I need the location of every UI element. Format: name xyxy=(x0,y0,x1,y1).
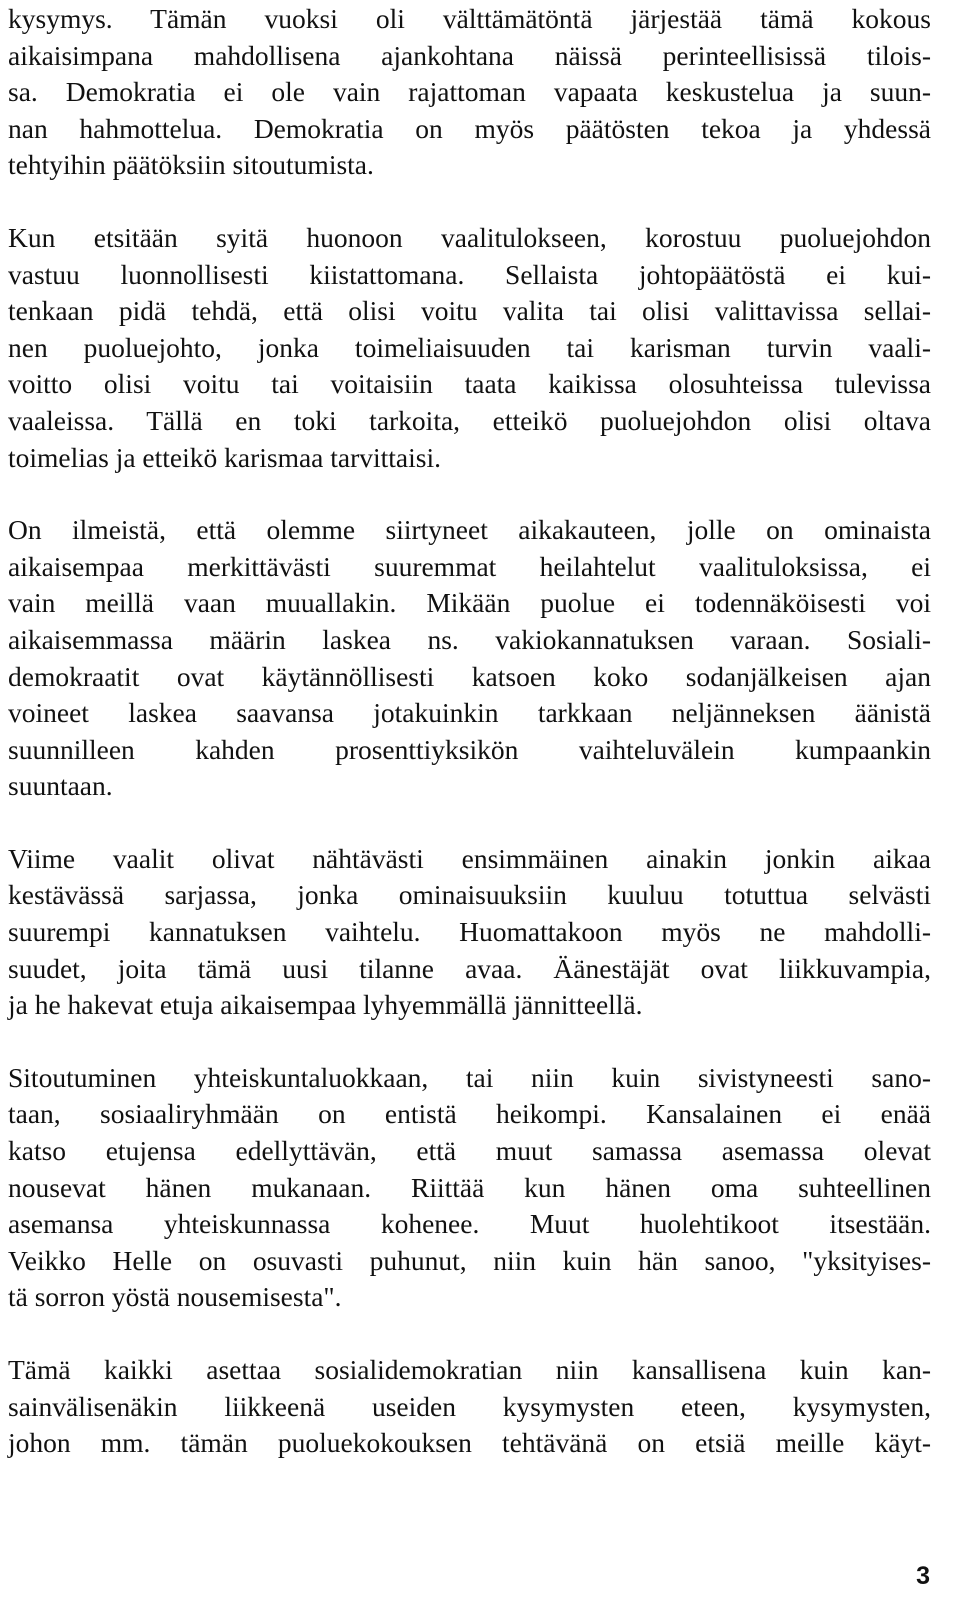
text-line: johon mm. tämän puoluekokouksen tehtävänä on etsiä meille käyt- xyxy=(8,1427,931,1459)
text-line: demokraatit ovat käytännöllisesti katsoen koko sodanjälkeisen ajan xyxy=(8,660,931,692)
paragraph-democracy xyxy=(8,1,931,184)
paragraph-social-class xyxy=(8,1060,931,1316)
text-line: Veikko Helle on osuvasti puhunut, niin kuin hän sanoo, "yksityises- xyxy=(8,1244,931,1276)
text-line: nen puoluejohto, jonka toimeliaisuuden tai karisman turvin vaali- xyxy=(8,331,931,363)
text-line: kysymys. Tämän vuoksi oli välttämätöntä järjestää tämä kokous xyxy=(8,3,931,34)
text-line: vaaleissa. Tällä en toki tarkoita, etteikö puoluejohdon olisi oltava xyxy=(8,404,931,436)
text-line: suunnilleen kahden prosenttiyksikön vaihteluvälein kumpaankin xyxy=(8,733,931,765)
text-line: suurempi kannatuksen vaihtelu. Huomattakoon myös ne mahdolli- xyxy=(8,916,931,948)
text-line: vastuu luonnollisesti kiistattomana. Sellaista johtopäätöstä ei kui- xyxy=(8,258,931,290)
text-line: tenkaan pidä tehdä, että olisi voitu valita tai olisi valittavissa sellai- xyxy=(8,295,931,327)
text-line: aikaisemmassa määrin laskea ns. vakiokannatuksen varaan. Sosiali- xyxy=(8,623,931,655)
text-line: ja he hakevat etuja aikaisempaa lyhyemmällä jännitteellä. xyxy=(8,989,643,1021)
text-line: asemansa yhteiskunnassa kohenee. Muut huolehtikoot itsestään. xyxy=(8,1208,931,1240)
text-line: vain meillä vaan muuallakin. Mikään puolue ei todennäköisesti voi xyxy=(8,587,931,619)
text-line: aikaisempaa merkittävästi suuremmat heilahtelut vaalituloksissa, ei xyxy=(8,550,931,582)
text-line: suuntaan. xyxy=(8,770,113,802)
text-line: voitto olisi voitu tai voitaisiin taata kaikissa olosuhteissa tulevissa xyxy=(8,368,931,400)
text-line: nousevat hänen mukanaan. Riittää kun hänen oma suhteellinen xyxy=(8,1171,931,1203)
text-line: katso etujensa edellyttävän, että muut samassa asemassa olevat xyxy=(8,1135,931,1167)
text-line: aikaisimpana mahdollisena ajankohtana näissä perinteellisissä tilois- xyxy=(8,39,931,71)
paragraph-last-elections xyxy=(8,841,931,1024)
text-line: toimelias ja etteikö karismaa tarvittaisi. xyxy=(8,441,441,473)
text-line: suudet, joita tämä uusi tilanne avaa. Äänestäjät ovat liikkuvampia, xyxy=(8,952,931,984)
text-line: Tämä kaikki asettaa sosialidemokratian niin kansallisena kuin kan- xyxy=(8,1354,931,1385)
text-line: tehtyihin päätöksiin sitoutumista. xyxy=(8,149,374,181)
text-line: Sitoutuminen yhteiskuntaluokkaan, tai niin kuin sivistyneesti sano- xyxy=(8,1061,931,1093)
page-number: 3 xyxy=(916,1562,930,1590)
text-line: voineet laskea saavansa jotakuinkin tarkkaan neljänneksen äänistä xyxy=(8,697,931,729)
text-line: Kun etsitään syitä huonoon vaalitulokseen, korostuu puoluejohdon xyxy=(8,221,931,253)
text-line: kestävässä sarjassa, jonka ominaisuuksiin kuuluu totuttua selvästi xyxy=(8,879,931,911)
paragraph-election-fluctuation xyxy=(8,512,931,805)
text-line: Viime vaalit olivat nähtävästi ensimmäinen ainakin jonkin aikaa xyxy=(8,842,931,874)
text-line: taan, sosiaaliryhmään on entistä heikompi. Kansalainen ei enää xyxy=(8,1098,931,1130)
document-page xyxy=(8,0,931,1498)
paragraph-party-leadership xyxy=(8,220,931,476)
text-line: tä sorron yöstä nousemisesta". xyxy=(8,1281,342,1313)
text-line: nan hahmottelua. Demokratia on myös päätösten tekoa ja yhdessä xyxy=(8,112,931,144)
text-line: sainvälisenäkin liikkeenä useiden kysymysten eteen, kysymysten, xyxy=(8,1390,931,1422)
text-line: sa. Demokratia ei ole vain rajattoman vapaata keskustelua ja suun- xyxy=(8,76,931,108)
paragraph-social-democracy xyxy=(8,1352,931,1462)
text-line: On ilmeistä, että olemme siirtyneet aikakauteen, jolle on ominaista xyxy=(8,514,931,546)
